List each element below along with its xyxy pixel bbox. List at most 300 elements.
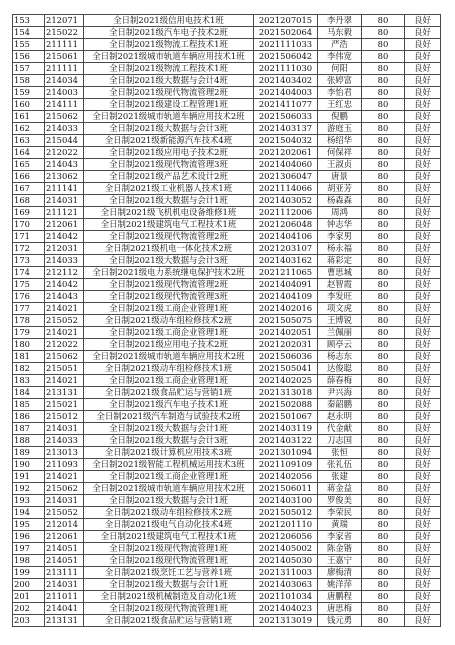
score-cell: 80: [362, 255, 405, 267]
score-cell: 80: [362, 15, 405, 27]
class-name-cell: 全日制2021级汽车电子技术1班: [84, 399, 254, 411]
score-cell: 80: [362, 375, 405, 387]
table-row: [13, 483, 441, 495]
score-cell: 80: [362, 507, 405, 519]
student-id-cell: 2021506033: [254, 111, 318, 123]
grade-cell: 良好: [405, 327, 441, 339]
row-number-cell: 168: [13, 195, 45, 207]
student-id-cell: 2021211065: [254, 267, 318, 279]
row-number-cell: 195: [13, 519, 45, 531]
student-name-cell: 杨绍华: [318, 135, 362, 147]
student-name-cell: 达俊聪: [318, 363, 362, 375]
score-cell: 80: [362, 171, 405, 183]
score-cell: 80: [362, 99, 405, 111]
score-cell: 80: [362, 111, 405, 123]
student-id-cell: 2021202031: [254, 339, 318, 351]
student-id-cell: 2021404003: [254, 87, 318, 99]
student-id-cell: 2021111030: [254, 63, 318, 75]
class-name-cell: 全日制2021级电气自动化技术4班: [84, 519, 254, 531]
student-id-cell: 2021206056: [254, 531, 318, 543]
grade-cell: 良好: [405, 171, 441, 183]
grade-cell: 良好: [405, 375, 441, 387]
class-name-cell: 全日制2021级建设工程管理1班: [84, 99, 254, 111]
table-row: [13, 135, 441, 147]
row-number-cell: 186: [13, 411, 45, 423]
table-row: [13, 219, 441, 231]
table-row: [13, 315, 441, 327]
score-cell: 80: [362, 195, 405, 207]
score-cell: 80: [362, 219, 405, 231]
grade-cell: 良好: [405, 339, 441, 351]
class-code-cell: 213131: [45, 387, 84, 399]
class-code-cell: 212031: [45, 243, 84, 255]
row-number-cell: 166: [13, 171, 45, 183]
table-row: [13, 39, 441, 51]
class-name-cell: 全日制2021级飞机机电设备维修1班: [84, 207, 254, 219]
class-name-cell: 全日制2021级食品贮运与营销1班: [84, 387, 254, 399]
row-number-cell: 176: [13, 291, 45, 303]
grade-cell: 良好: [405, 555, 441, 567]
grade-cell: 良好: [405, 567, 441, 579]
table-row: [13, 363, 441, 375]
student-name-cell: 马东毅: [318, 27, 362, 39]
score-cell: 80: [362, 519, 405, 531]
grade-cell: 良好: [405, 579, 441, 591]
score-cell: 80: [362, 495, 405, 507]
student-name-cell: 薛春梅: [318, 375, 362, 387]
grade-cell: 良好: [405, 51, 441, 63]
student-name-cell: 杨志东: [318, 351, 362, 363]
score-cell: 80: [362, 291, 405, 303]
row-number-cell: 160: [13, 99, 45, 111]
student-id-cell: 2021403119: [254, 423, 318, 435]
grade-cell: 良好: [405, 135, 441, 147]
student-id-cell: 2021101034: [254, 591, 318, 603]
score-cell: 80: [362, 567, 405, 579]
score-cell: 80: [362, 591, 405, 603]
student-id-cell: 2021403402: [254, 75, 318, 87]
class-name-cell: 全日制2021级工商企业管理1班: [84, 375, 254, 387]
row-number-cell: 192: [13, 483, 45, 495]
class-name-cell: 全日制2021级物流工程技术1班: [84, 39, 254, 51]
grade-cell: 良好: [405, 147, 441, 159]
score-cell: 80: [362, 459, 405, 471]
grade-cell: 良好: [405, 87, 441, 99]
class-name-cell: 全日制2021级工商企业管理1班: [84, 327, 254, 339]
class-code-cell: 214031: [45, 579, 84, 591]
table-row: [13, 159, 441, 171]
grade-cell: 良好: [405, 207, 441, 219]
class-code-cell: 214033: [45, 123, 84, 135]
row-number-cell: 178: [13, 315, 45, 327]
score-cell: 80: [362, 75, 405, 87]
student-name-cell: 项文虎: [318, 303, 362, 315]
table-row: [13, 495, 441, 507]
class-name-cell: 全日制2021级机械制造及自动化1班: [84, 591, 254, 603]
student-id-cell: 2021411077: [254, 99, 318, 111]
student-id-cell: 2021402056: [254, 471, 318, 483]
student-name-cell: 李丹翠: [318, 15, 362, 27]
student-name-cell: 蒋金益: [318, 483, 362, 495]
table-row: [13, 423, 441, 435]
grade-cell: 良好: [405, 99, 441, 111]
table-row: [13, 447, 441, 459]
student-id-cell: 2021403162: [254, 255, 318, 267]
class-code-cell: 211141: [45, 183, 84, 195]
table-row: [13, 615, 441, 627]
class-code-cell: 212022: [45, 339, 84, 351]
class-code-cell: 211111: [45, 39, 84, 51]
class-name-cell: 全日制2021级工商企业管理1班: [84, 303, 254, 315]
class-name-cell: 全日制2021级食品贮运与营销1班: [84, 615, 254, 627]
class-code-cell: 214051: [45, 543, 84, 555]
score-cell: 80: [362, 231, 405, 243]
class-name-cell: 全日制2021级计算机应用技术3班: [84, 447, 254, 459]
score-cell: 80: [362, 123, 405, 135]
class-code-cell: 212112: [45, 267, 84, 279]
student-name-cell: 何保祥: [318, 147, 362, 159]
student-name-cell: 廖梅清: [318, 567, 362, 579]
class-code-cell: 212061: [45, 219, 84, 231]
score-cell: 80: [362, 327, 405, 339]
row-number-cell: 194: [13, 507, 45, 519]
row-number-cell: 158: [13, 75, 45, 87]
class-name-cell: 全日制2021级应用电子技术2班: [84, 339, 254, 351]
table-row: [13, 303, 441, 315]
student-id-cell: 2021502064: [254, 27, 318, 39]
class-name-cell: 全日制2021级大数据与会计1班: [84, 195, 254, 207]
student-name-cell: 曹思城: [318, 267, 362, 279]
score-table-body: [13, 15, 441, 627]
class-code-cell: 214021: [45, 327, 84, 339]
score-cell: 80: [362, 87, 405, 99]
grade-cell: 良好: [405, 411, 441, 423]
row-number-cell: 177: [13, 303, 45, 315]
table-row: [13, 87, 441, 99]
score-cell: 80: [362, 435, 405, 447]
class-code-cell: 214031: [45, 495, 84, 507]
student-id-cell: 2021301094: [254, 447, 318, 459]
score-cell: 80: [362, 531, 405, 543]
row-number-cell: 161: [13, 111, 45, 123]
grade-cell: 良好: [405, 423, 441, 435]
table-row: [13, 183, 441, 195]
table-row: [13, 243, 441, 255]
score-cell: 80: [362, 447, 405, 459]
student-name-cell: 代金献: [318, 423, 362, 435]
student-id-cell: 2021112006: [254, 207, 318, 219]
student-name-cell: 赵永明: [318, 411, 362, 423]
grade-cell: 良好: [405, 315, 441, 327]
class-name-cell: 全日制2021级烹饪工艺与营养1班: [84, 567, 254, 579]
table-row: [13, 351, 441, 363]
class-code-cell: 214043: [45, 291, 84, 303]
student-id-cell: 2021504032: [254, 135, 318, 147]
class-code-cell: 211121: [45, 207, 84, 219]
class-code-cell: 215062: [45, 351, 84, 363]
grade-cell: 良好: [405, 447, 441, 459]
table-row: [13, 195, 441, 207]
class-name-cell: 全日制2021级信用电技术1班: [84, 15, 254, 27]
student-name-cell: 李伟宽: [318, 51, 362, 63]
class-code-cell: 211111: [45, 63, 84, 75]
class-code-cell: 215021: [45, 399, 84, 411]
row-number-cell: 198: [13, 555, 45, 567]
grade-cell: 良好: [405, 543, 441, 555]
student-id-cell: 2021206048: [254, 219, 318, 231]
grade-cell: 良好: [405, 231, 441, 243]
student-name-cell: 唐思梅: [318, 603, 362, 615]
student-id-cell: 2021203107: [254, 243, 318, 255]
class-name-cell: 全日制2021级大数据与会计3班: [84, 123, 254, 135]
student-id-cell: 2021505075: [254, 315, 318, 327]
class-code-cell: 213111: [45, 567, 84, 579]
score-cell: 80: [362, 267, 405, 279]
class-code-cell: 214111: [45, 99, 84, 111]
student-name-cell: 周鸿: [318, 207, 362, 219]
table-row: [13, 519, 441, 531]
student-id-cell: 2021502088: [254, 399, 318, 411]
grade-cell: 良好: [405, 111, 441, 123]
grade-cell: 良好: [405, 27, 441, 39]
student-name-cell: 张婷富: [318, 75, 362, 87]
class-code-cell: 215062: [45, 111, 84, 123]
row-number-cell: 153: [13, 15, 45, 27]
score-cell: 80: [362, 339, 405, 351]
grade-cell: 良好: [405, 15, 441, 27]
class-name-cell: 全日制2021级现代物流管理3班: [84, 291, 254, 303]
grade-cell: 良好: [405, 435, 441, 447]
class-name-cell: 全日制2021级现代物流管理2班: [84, 279, 254, 291]
grade-cell: 良好: [405, 291, 441, 303]
grade-cell: 良好: [405, 519, 441, 531]
score-cell: 80: [362, 411, 405, 423]
row-number-cell: 188: [13, 435, 45, 447]
student-id-cell: 2021404106: [254, 231, 318, 243]
student-name-cell: 兰佩丽: [318, 327, 362, 339]
grade-cell: 良好: [405, 387, 441, 399]
grade-cell: 良好: [405, 399, 441, 411]
row-number-cell: 189: [13, 447, 45, 459]
student-id-cell: 2021313019: [254, 615, 318, 627]
grade-cell: 良好: [405, 243, 441, 255]
class-name-cell: 全日制2021级产品艺术设计2班: [84, 171, 254, 183]
grade-cell: 良好: [405, 63, 441, 75]
student-id-cell: 2021402025: [254, 375, 318, 387]
class-code-cell: 214042: [45, 231, 84, 243]
student-name-cell: 李怡君: [318, 87, 362, 99]
score-cell: 80: [362, 159, 405, 171]
score-cell: 80: [362, 603, 405, 615]
row-number-cell: 174: [13, 267, 45, 279]
row-number-cell: 155: [13, 39, 45, 51]
row-number-cell: 191: [13, 471, 45, 483]
row-number-cell: 156: [13, 51, 45, 63]
grade-cell: 良好: [405, 195, 441, 207]
student-name-cell: 刀志国: [318, 435, 362, 447]
class-name-cell: 全日制2021级建筑电气工程技术1班: [84, 531, 254, 543]
grade-cell: 良好: [405, 159, 441, 171]
student-id-cell: 2021114066: [254, 183, 318, 195]
class-name-cell: 全日制2021级大数据与会计1班: [84, 423, 254, 435]
grade-cell: 良好: [405, 255, 441, 267]
class-code-cell: 213013: [45, 447, 84, 459]
score-cell: 80: [362, 399, 405, 411]
score-cell: 80: [362, 579, 405, 591]
student-name-cell: 蒋彩定: [318, 255, 362, 267]
grade-cell: 良好: [405, 303, 441, 315]
student-name-cell: 张礼伍: [318, 459, 362, 471]
grade-cell: 良好: [405, 75, 441, 87]
score-cell: 80: [362, 243, 405, 255]
student-name-cell: 尹兴海: [318, 387, 362, 399]
student-name-cell: 黄瑞: [318, 519, 362, 531]
table-row: [13, 399, 441, 411]
grade-cell: 良好: [405, 363, 441, 375]
class-name-cell: 全日制2021级建筑电气工程技术1班: [84, 219, 254, 231]
row-number-cell: 184: [13, 387, 45, 399]
row-number-cell: 181: [13, 351, 45, 363]
student-id-cell: 2021404023: [254, 603, 318, 615]
student-name-cell: 杨永福: [318, 243, 362, 255]
table-row: [13, 387, 441, 399]
class-code-cell: 211093: [45, 459, 84, 471]
student-id-cell: 2021201110: [254, 519, 318, 531]
class-name-cell: 全日制2021级工商企业管理1班: [84, 471, 254, 483]
student-id-cell: 2021404109: [254, 291, 318, 303]
grade-cell: 良好: [405, 495, 441, 507]
score-cell: 80: [362, 483, 405, 495]
student-id-cell: 2021202061: [254, 147, 318, 159]
grade-cell: 良好: [405, 483, 441, 495]
score-cell: 80: [362, 423, 405, 435]
table-row: [13, 327, 441, 339]
table-row: [13, 51, 441, 63]
class-code-cell: 215052: [45, 315, 84, 327]
class-name-cell: 全日制2021级现代物流管理1班: [84, 543, 254, 555]
row-number-cell: 197: [13, 543, 45, 555]
grade-cell: 良好: [405, 219, 441, 231]
grade-cell: 良好: [405, 591, 441, 603]
score-cell: 80: [362, 387, 405, 399]
class-code-cell: 212071: [45, 15, 84, 27]
score-cell: 80: [362, 207, 405, 219]
student-id-cell: 2021311003: [254, 567, 318, 579]
grade-cell: 良好: [405, 615, 441, 627]
student-id-cell: 2021403052: [254, 195, 318, 207]
class-name-cell: 全日制2021级机电一体化技术2班: [84, 243, 254, 255]
student-name-cell: 王博锐: [318, 315, 362, 327]
student-name-cell: 王嘉宁: [318, 555, 362, 567]
student-name-cell: 倪鹏: [318, 111, 362, 123]
row-number-cell: 164: [13, 147, 45, 159]
student-name-cell: 杨森森: [318, 195, 362, 207]
class-code-cell: 215044: [45, 135, 84, 147]
class-code-cell: 214043: [45, 159, 84, 171]
student-id-cell: 2021506011: [254, 483, 318, 495]
table-row: [13, 63, 441, 75]
class-name-cell: 全日制2021级电力系统继电保护技术2班: [84, 267, 254, 279]
student-name-cell: 王淑贞: [318, 159, 362, 171]
class-name-cell: 全日制2021级大数据与会计4班: [84, 75, 254, 87]
table-row: [13, 279, 441, 291]
table-row: [13, 171, 441, 183]
student-name-cell: 姚洋萍: [318, 579, 362, 591]
student-id-cell: 2021404091: [254, 279, 318, 291]
table-row: [13, 15, 441, 27]
student-id-cell: 2021402051: [254, 327, 318, 339]
row-number-cell: 170: [13, 219, 45, 231]
row-number-cell: 185: [13, 399, 45, 411]
class-name-cell: 全日制2021级应用电子技术2班: [84, 147, 254, 159]
class-name-cell: 全日制2021级工业机器人技术1班: [84, 183, 254, 195]
score-cell: 80: [362, 147, 405, 159]
score-cell: 80: [362, 555, 405, 567]
table-row: [13, 267, 441, 279]
student-name-cell: 李发旺: [318, 291, 362, 303]
score-table: [12, 14, 441, 627]
class-name-cell: 全日制2021级大数据与会计3班: [84, 435, 254, 447]
class-name-cell: 全日制2021级城市轨道车辆应用技术2班: [84, 351, 254, 363]
student-name-cell: 赵智霞: [318, 279, 362, 291]
class-code-cell: 214031: [45, 423, 84, 435]
class-code-cell: 214042: [45, 279, 84, 291]
row-number-cell: 169: [13, 207, 45, 219]
grade-cell: 良好: [405, 531, 441, 543]
student-name-cell: 游庭玉: [318, 123, 362, 135]
student-name-cell: 李家省: [318, 531, 362, 543]
grade-cell: 良好: [405, 603, 441, 615]
student-name-cell: 顾亭云: [318, 339, 362, 351]
class-name-cell: 全日制2021级现代物流管理3班: [84, 159, 254, 171]
class-name-cell: 全日制2021级现代物流管理2班: [84, 231, 254, 243]
table-row: [13, 591, 441, 603]
table-row: [13, 339, 441, 351]
row-number-cell: 172: [13, 243, 45, 255]
score-cell: 80: [362, 351, 405, 363]
class-name-cell: 全日制2021级新能源汽车技术4班: [84, 135, 254, 147]
class-name-cell: 全日制2021级汽车电子技术2班: [84, 27, 254, 39]
grade-cell: 良好: [405, 351, 441, 363]
class-code-cell: 213131: [45, 615, 84, 627]
student-name-cell: 何阳: [318, 63, 362, 75]
table-row: [13, 603, 441, 615]
table-row: [13, 255, 441, 267]
score-cell: 80: [362, 51, 405, 63]
class-code-cell: 212022: [45, 147, 84, 159]
class-code-cell: 215061: [45, 51, 84, 63]
table-row: [13, 123, 441, 135]
grade-cell: 良好: [405, 39, 441, 51]
student-id-cell: 2021109109: [254, 459, 318, 471]
table-row: [13, 507, 441, 519]
class-name-cell: 全日制2021级物流工程技术1班: [84, 63, 254, 75]
grade-cell: 良好: [405, 123, 441, 135]
score-cell: 80: [362, 183, 405, 195]
table-row: [13, 555, 441, 567]
table-row: [13, 435, 441, 447]
student-name-cell: 罗俊美: [318, 495, 362, 507]
table-row: [13, 111, 441, 123]
score-cell: 80: [362, 39, 405, 51]
table-row: [13, 543, 441, 555]
student-id-cell: 2021313018: [254, 387, 318, 399]
score-cell: 80: [362, 543, 405, 555]
row-number-cell: 162: [13, 123, 45, 135]
class-name-cell: 全日制2021级现代物流管理2班: [84, 87, 254, 99]
class-code-cell: 214021: [45, 303, 84, 315]
row-number-cell: 179: [13, 327, 45, 339]
